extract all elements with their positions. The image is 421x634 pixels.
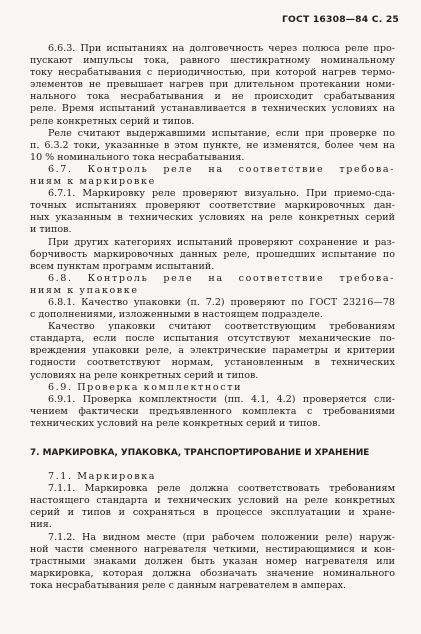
text-line: 6.6.3. При испытаниях на долговечность через полюса реле про- — [48, 43, 395, 54]
paragraph-6-9-1 — [30, 394, 395, 430]
text-line: борчивость маркировочных данных реле, прошедших испытание по — [30, 248, 395, 260]
text-line: 7.1.1. Маркировка реле должна соответствовать требованиям — [48, 483, 395, 495]
text-line: элементов не превышает нагрев при длительном протекании номи- — [30, 79, 395, 91]
text-line: току несрабатывания с периодичностью, при которой нагрев термо- — [30, 67, 395, 79]
text-line: маркировка, которая должна обозначать значение номинального — [30, 567, 395, 579]
text-line: тока несрабатывания реле с данным нагревателем в амперах. — [30, 579, 347, 591]
heading-6-8-cont: ниям к упаковке — [30, 284, 139, 296]
text-line: серий и типов и сохраняться в процессе эксплуатации и хране- — [30, 507, 395, 519]
text-line: стандарта, если после испытания отсутствуют механические по- — [30, 333, 395, 345]
heading-6-9: 6.9. Проверка комплектности — [48, 381, 243, 393]
text-line: вреждения упаковки реле, а электрические параметры и критерии — [30, 345, 395, 357]
text-line: и типов. — [30, 224, 72, 236]
text-line: При других категориях испытаний проверяют сохранение и раз- — [48, 236, 395, 248]
text-line: настоящего стандарта и технических условий на реле конкретных — [30, 495, 395, 507]
text-line: реле конкретных серий и типов. — [30, 115, 195, 127]
heading-6-7-cont: ниям к маркировке — [30, 176, 156, 188]
text-line: 10 % номинального тока несрабатывания. — [30, 151, 245, 163]
paragraph-6-7-1 — [30, 188, 395, 273]
paragraph-7-1-1 — [30, 483, 395, 592]
text-line: ных указанным в технических условиях на реле конкретных серий — [30, 212, 395, 224]
page-header — [282, 14, 399, 25]
text-line: 6.7.1. Маркировку реле проверяют визуально. При приемо-сда- — [48, 188, 395, 200]
text-line: 6.8.1. Качество упаковки (п. 7.2) проверяют по ГОСТ 23216—78 — [48, 296, 395, 308]
document-body — [30, 43, 395, 592]
text-line: условиях на реле конкретных серий и типов. — [30, 369, 259, 381]
heading-6-7: 6.7. Контроль реле на соответствие требова- — [48, 163, 395, 175]
text-line: пускают импульсы тока, равного шестикратному номинальному — [30, 55, 395, 67]
text-line: реле. Время испытаний устанавливается в технических условиях на — [30, 103, 395, 115]
text-line: трастными знаками должен быть указан номер нагревателя или — [30, 555, 395, 567]
text-line: нального тока несрабатывания и не происходит срабатывания — [30, 91, 395, 103]
text-line: ния. — [30, 519, 52, 531]
heading-7-1: 7.1. Маркировка — [48, 471, 157, 483]
text-line: 6.9.1. Проверка комплектности (пп. 4.1, 4.2) проверяется сли- — [48, 393, 395, 405]
text-line: точных испытаниях проверяют соответствие маркировочных дан- — [30, 200, 395, 212]
text-line: 7.1.2. На видном месте (при рабочем положении реле) наруж- — [48, 531, 395, 543]
text-line: годности соответствуют нормам, установленным в технических — [30, 357, 395, 369]
section-7-heading: 7. МАРКИРОВКА, УПАКОВКА, ТРАНСПОРТИРОВАНИЕ И ХРАНЕНИЕ — [30, 448, 370, 458]
text-line: Качество упаковки считают соответствующим требованиям — [48, 321, 395, 333]
text-line: п. 6.3.2 токи, указанные в этом пункте, не изменятся, более чем на — [30, 139, 395, 151]
text-line: чением фактически предъявленного комплекта с требованиями — [30, 405, 395, 417]
standard-number: ГОСТ 16308—84 — [281, 14, 369, 25]
text-line: с дополнениями, изложенными в настоящем подразделе. — [30, 309, 323, 321]
paragraph-6-8-1 — [30, 297, 395, 382]
paragraph-6-6-3 — [30, 43, 395, 164]
text-line: ной части сменного нагревателя четкими, нестирающимися и кон- — [30, 543, 395, 555]
text-line: технических условий на реле конкретных серий и типов. — [30, 417, 321, 429]
text-line: Реле считают выдержавшими испытание, если при проверке по — [48, 127, 395, 139]
page-number: С. 25 — [371, 14, 399, 25]
heading-6-8: 6.8. Контроль реле на соответствие требова- — [48, 272, 395, 284]
text-line: всем пунктам программ испытаний. — [30, 260, 215, 272]
